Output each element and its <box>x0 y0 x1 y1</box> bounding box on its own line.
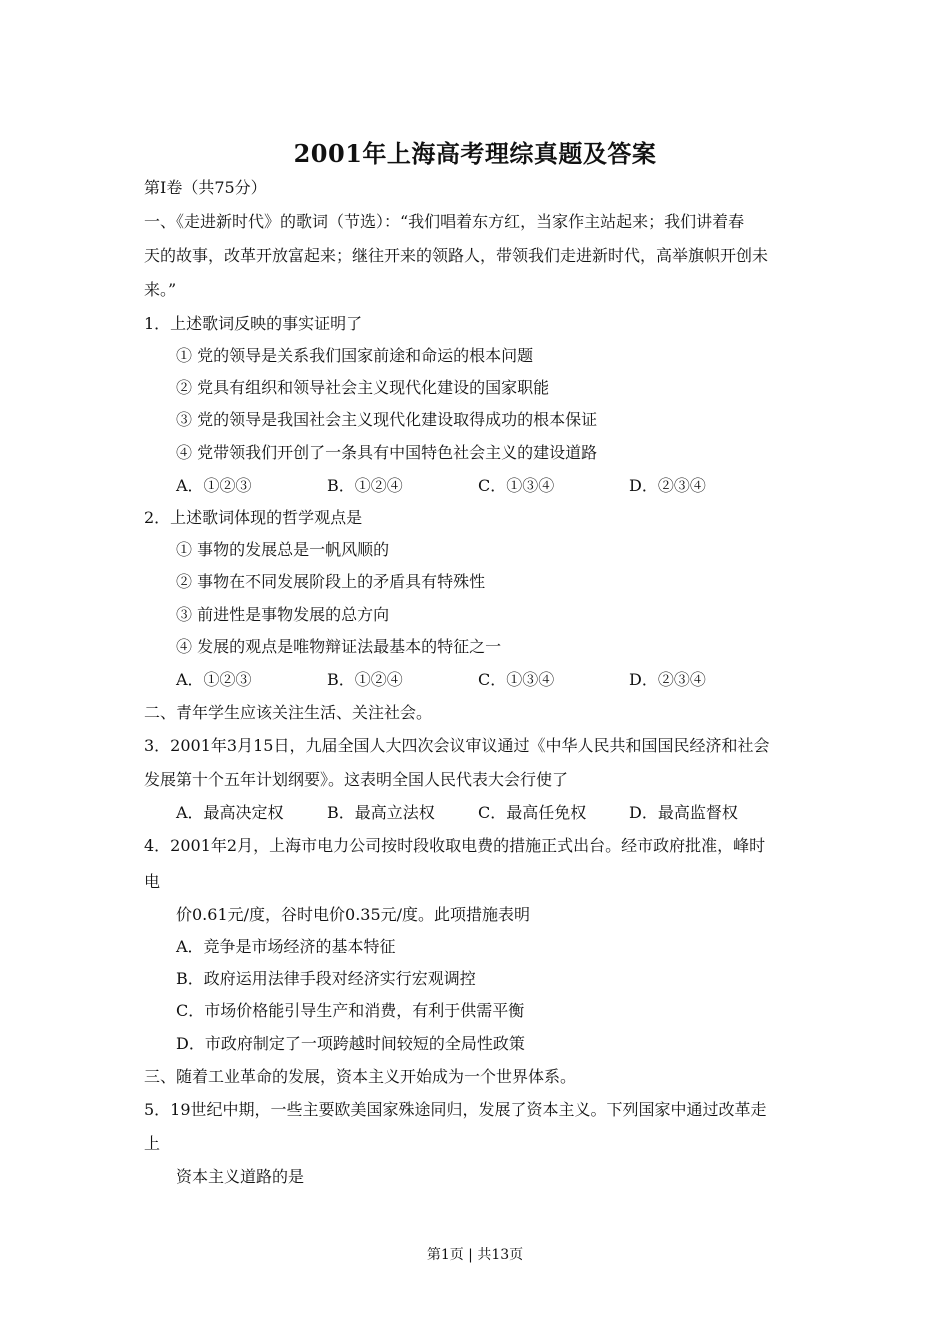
question-2-option-d: D．②③④ <box>629 670 706 689</box>
question-3-option-d: D．最高监督权 <box>629 803 738 822</box>
question-4-option-a: A．竞争是市场经济的基本特征 <box>176 937 396 956</box>
question-2-option-c: C．①③④ <box>478 670 555 689</box>
part1-intro-line: 天的故事，改革开放富起来；继往开来的领路人，带领我们走进新时代，高举旗帜开创未 <box>144 246 769 265</box>
question-5-line: 5．19世纪中期，一些主要欧美国家殊途同归，发展了资本主义。下列国家中通过改革走 <box>144 1100 767 1119</box>
question-1-option-c: C．①③④ <box>478 476 555 495</box>
question-4-line: 价0.61元/度，谷时电价0.35元/度。此项措施表明 <box>176 905 531 924</box>
question-2-item: ① 事物的发展总是一帆风顺的 <box>176 540 390 559</box>
question-4-option-d: D．市政府制定了一项跨越时间较短的全局性政策 <box>176 1034 525 1053</box>
question-2-item: ④ 发展的观点是唯物辩证法最基本的特征之一 <box>176 637 502 656</box>
question-1-stem: 1．上述歌词反映的事实证明了 <box>144 314 363 333</box>
document-title: 2001年上海高考理综真题及答案 <box>293 139 657 168</box>
question-1-option-d: D．②③④ <box>629 476 706 495</box>
question-2-option-a: A．①②③ <box>176 670 252 689</box>
question-3-option-c: C．最高任免权 <box>478 803 587 822</box>
part1-intro-line: 来。” <box>144 280 177 299</box>
question-2-item: ③ 前进性是事物发展的总方向 <box>176 605 390 624</box>
page-footer: 第1页 | 共13页 <box>426 1247 524 1263</box>
section-header: 第Ⅰ卷（共75分） <box>144 178 267 197</box>
question-3-options <box>176 803 736 823</box>
question-1-option-b: B．①②④ <box>327 476 403 495</box>
part1-intro-line: 一、《走进新时代》的歌词（节选）：“我们唱着东方红，当家作主站起来；我们讲着春 <box>144 212 745 231</box>
question-1-item: ③ 党的领导是我国社会主义现代化建设取得成功的根本保证 <box>176 410 598 429</box>
question-2-item: ② 事物在不同发展阶段上的矛盾具有特殊性 <box>176 572 486 591</box>
question-5-line: 资本主义道路的是 <box>176 1167 305 1186</box>
question-3-line: 发展第十个五年计划纲要》。这表明全国人民代表大会行使了 <box>144 770 569 789</box>
question-2-options <box>176 670 736 690</box>
question-4-option-c: C．市场价格能引导生产和消费，有利于供需平衡 <box>176 1001 525 1020</box>
question-1-options <box>176 476 736 496</box>
question-4-option-b: B．政府运用法律手段对经济实行宏观调控 <box>176 969 476 988</box>
question-3-option-a: A．最高决定权 <box>176 803 284 822</box>
question-2-stem: 2．上述歌词体现的哲学观点是 <box>144 508 363 527</box>
question-1-item: ② 党具有组织和领导社会主义现代化建设的国家职能 <box>176 378 550 397</box>
question-1-option-a: A．①②③ <box>176 476 252 495</box>
question-4-line: 4．2001年2月，上海市电力公司按时段收取电费的措施正式出台。经市政府批准，峰时 <box>144 836 766 855</box>
question-4-line: 电 <box>144 872 161 891</box>
part2-intro: 二、青年学生应该关注生活、关注社会。 <box>144 703 433 722</box>
question-1-item: ④ 党带领我们开创了一条具有中国特色社会主义的建设道路 <box>176 443 598 462</box>
part3-intro: 三、随着工业革命的发展，资本主义开始成为一个世界体系。 <box>144 1067 577 1086</box>
question-2-option-b: B．①②④ <box>327 670 403 689</box>
question-1-item: ① 党的领导是关系我们国家前途和命运的根本问题 <box>176 346 534 365</box>
question-5-line: 上 <box>144 1134 161 1153</box>
question-3-line: 3．2001年3月15日，九届全国人大四次会议审议通过《中华人民共和国国民经济和社会 <box>144 736 770 755</box>
question-3-option-b: B．最高立法权 <box>327 803 435 822</box>
